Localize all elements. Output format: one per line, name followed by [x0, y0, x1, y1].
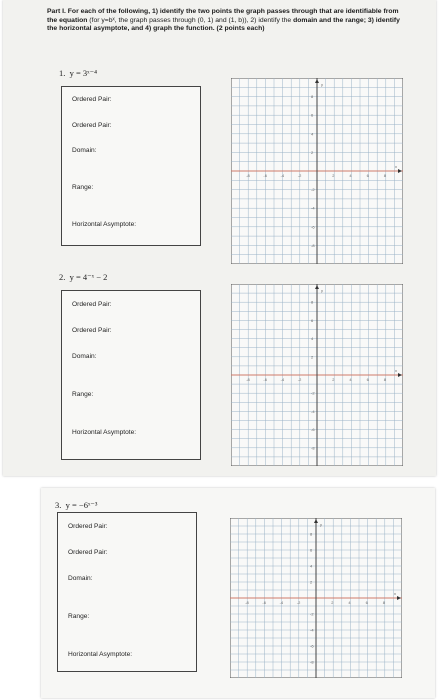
- x-tick-label: 2: [332, 173, 335, 178]
- instructions-hint: (for y=bˣ, the graph passes through (0, 1) and (1, b)), 2) identify the: [89, 16, 292, 24]
- range-label: Range:: [68, 613, 90, 620]
- coordinate-grid-2[interactable]: [231, 284, 403, 466]
- x-tick-label: -4: [280, 377, 285, 382]
- horizontal-asymptote-label: Horizontal Asymptote:: [72, 429, 137, 436]
- y-tick-label: -4: [310, 627, 314, 633]
- y-tick-label: -8: [311, 445, 315, 451]
- x-axis-label: x: [394, 591, 396, 596]
- problem-equation: y = −6ˣ⁻³: [65, 500, 98, 510]
- y-tick-label: 2: [311, 149, 314, 155]
- ordered-pair-label: Ordered Pair:: [72, 301, 112, 308]
- horizontal-asymptote-label: Horizontal Asymptote:: [68, 651, 133, 658]
- ordered-pair-label: Ordered Pair:: [72, 96, 112, 103]
- x-axis-label: x: [395, 164, 397, 169]
- problem-equation: y = 3ˣ⁻⁴: [69, 68, 98, 78]
- problem-1-label: [59, 68, 97, 79]
- coordinate-grid-1[interactable]: [231, 78, 403, 264]
- range-label: Range:: [72, 391, 94, 398]
- y-tick-label: -6: [311, 224, 315, 230]
- problem-3-label: [55, 500, 97, 511]
- y-tick-label: 4: [311, 131, 314, 137]
- domain-label: Domain:: [72, 147, 97, 154]
- y-tick-label: -4: [311, 408, 315, 414]
- x-tick-label: -4: [279, 600, 284, 605]
- y-tick-label: -4: [311, 205, 315, 211]
- y-tick-label: 6: [310, 547, 313, 553]
- instructions: [47, 8, 409, 34]
- x-tick-label: 8: [383, 377, 387, 382]
- x-tick-label: -8: [246, 377, 250, 382]
- ordered-pair-label: Ordered Pair:: [68, 549, 108, 556]
- y-tick-label: -6: [310, 643, 314, 649]
- y-tick-label: 8: [310, 531, 313, 537]
- x-tick-label: 4: [348, 600, 351, 605]
- x-tick-label: -8: [245, 600, 249, 605]
- y-tick-label: -2: [310, 611, 314, 617]
- x-tick-label: 4: [349, 173, 352, 178]
- y-tick-label: 2: [310, 579, 313, 585]
- answer-box-3[interactable]: [57, 512, 197, 672]
- range-label: Range:: [72, 184, 94, 191]
- x-tick-label: -6: [263, 377, 267, 382]
- x-tick-label: -4: [280, 173, 285, 178]
- x-tick-label: -6: [263, 173, 267, 178]
- y-tick-label: 2: [311, 354, 314, 360]
- worksheet-page-2: [41, 488, 435, 698]
- y-tick-label: -2: [311, 187, 315, 193]
- x-tick-label: 8: [382, 600, 386, 605]
- worksheet-page-1: [3, 0, 436, 476]
- problem-2-label: [59, 272, 107, 283]
- y-tick-label: -6: [311, 427, 315, 433]
- x-tick-label: 2: [331, 600, 334, 605]
- y-tick-label: -2: [311, 390, 315, 396]
- x-tick-label: 6: [366, 377, 369, 382]
- x-tick-label: -6: [262, 600, 266, 605]
- x-tick-label: -2: [296, 600, 301, 605]
- problem-number: 1.: [59, 68, 66, 78]
- y-axis-label: y: [321, 82, 323, 87]
- y-tick-label: 8: [311, 94, 314, 100]
- domain-label: Domain:: [72, 353, 97, 360]
- y-tick-label: -8: [310, 659, 314, 665]
- y-tick-label: 6: [311, 317, 314, 323]
- y-axis-label: y: [320, 522, 322, 527]
- x-tick-label: -2: [297, 377, 302, 382]
- y-tick-label: 4: [311, 336, 314, 342]
- domain-label: Domain:: [68, 575, 93, 582]
- x-tick-label: 2: [332, 377, 335, 382]
- y-tick-label: 4: [310, 563, 313, 569]
- problem-number: 2.: [59, 272, 66, 282]
- x-tick-label: -8: [246, 173, 250, 178]
- horizontal-asymptote-label: Horizontal Asymptote:: [72, 221, 137, 228]
- x-tick-label: 6: [366, 173, 369, 178]
- x-tick-label: 8: [383, 173, 387, 178]
- x-tick-label: 4: [349, 377, 352, 382]
- answer-box-1[interactable]: [61, 86, 201, 246]
- problem-equation: y = 4⁻ˣ − 2: [69, 272, 108, 282]
- y-tick-label: 8: [311, 299, 314, 305]
- x-tick-label: 6: [365, 600, 368, 605]
- instructions-heading: Part I. For each of the following, 1) identify the two points the graph passes through that are identifiable from the equation: [47, 8, 399, 24]
- x-tick-label: -2: [297, 173, 302, 178]
- ordered-pair-label: Ordered Pair:: [68, 523, 108, 530]
- ordered-pair-label: Ordered Pair:: [72, 327, 112, 334]
- instructions-tail: domain and the range; 3) identify the horizontal asymptote, and 4) graph the function. (2 points each): [47, 16, 400, 33]
- problem-number: 3.: [55, 500, 62, 510]
- y-tick-label: 6: [311, 112, 314, 118]
- y-tick-label: -8: [311, 242, 315, 248]
- coordinate-grid-3[interactable]: [230, 518, 402, 678]
- x-axis-label: x: [395, 368, 397, 373]
- y-axis-label: y: [321, 288, 323, 293]
- ordered-pair-label: Ordered Pair:: [72, 122, 112, 129]
- answer-box-2[interactable]: [61, 290, 201, 460]
